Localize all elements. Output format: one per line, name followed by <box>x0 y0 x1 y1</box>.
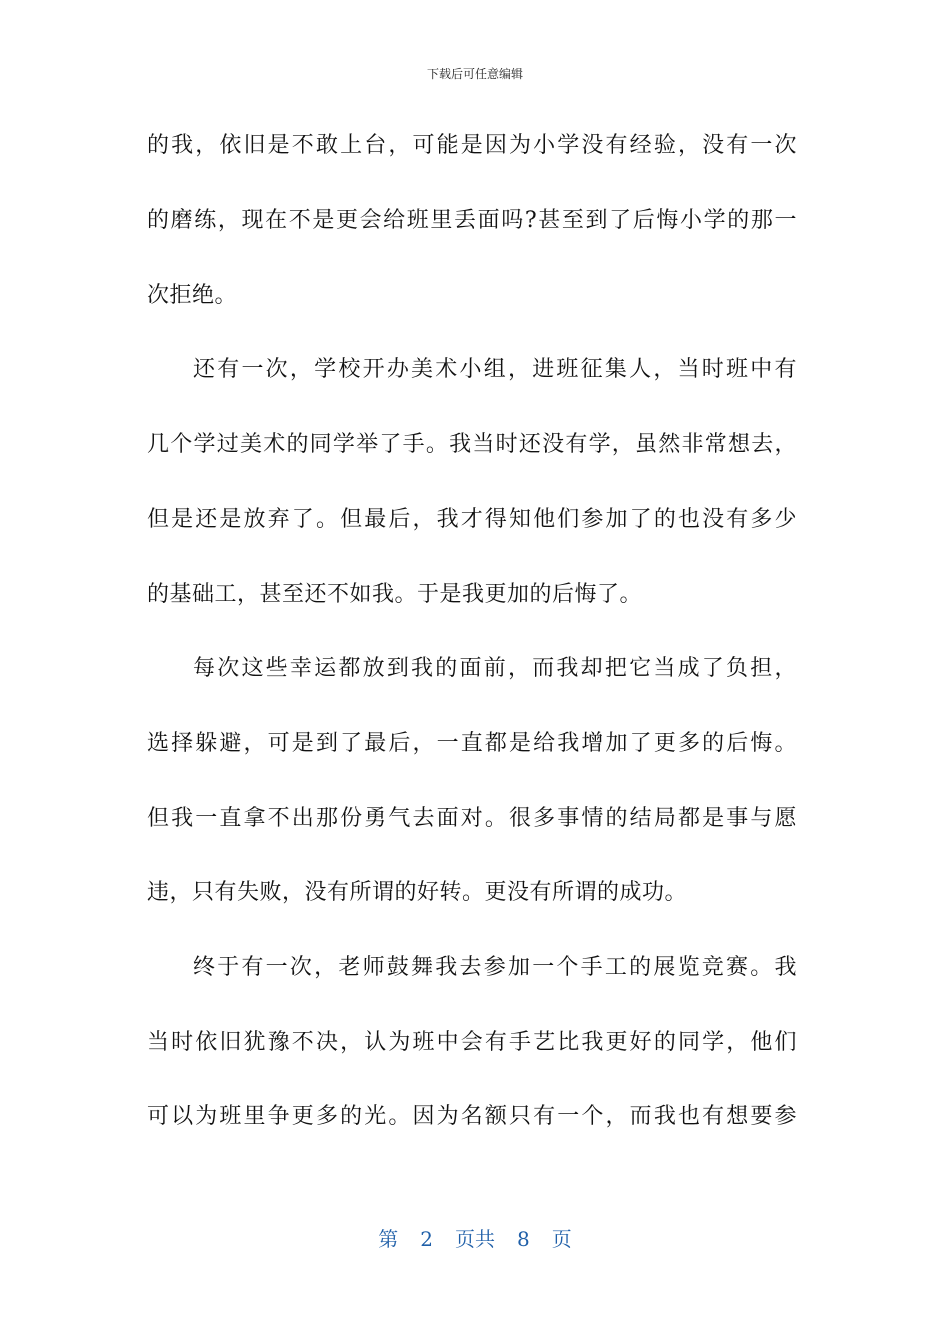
text-line: 的基础工，甚至还不如我。于是我更加的后悔了。 <box>147 582 643 607</box>
text-line: 当时依旧犹豫不决，认为班中会有手艺比我更好的同学，他们 <box>147 1030 797 1055</box>
text-line: 选择躲避，可是到了最后，一直都是给我增加了更多的后悔。 <box>147 731 797 756</box>
text-line: 几个学过美术的同学举了手。我当时还没有学，虽然非常想去， <box>147 432 797 457</box>
text-line: 违，只有失败，没有所谓的好转。更没有所谓的成功。 <box>147 880 688 905</box>
footer-middle: 页共 <box>455 1227 495 1251</box>
text-line: 可以为班里争更多的光。因为名额只有一个，而我也有想要参 <box>147 1104 797 1129</box>
text-line: 次拒绝。 <box>147 283 238 308</box>
text-line: 还有一次，学校开办美术小组，进班征集人，当时班中有 <box>193 357 797 382</box>
text-line: 但我一直拿不出那份勇气去面对。很多事情的结局都是事与愿 <box>147 806 797 831</box>
page-footer <box>0 1226 950 1252</box>
footer-prefix: 第 <box>378 1227 399 1251</box>
page-header: 下载后可任意编辑 <box>426 67 523 81</box>
text-line: 每次这些幸运都放到我的面前，而我却把它当成了负担， <box>193 656 797 681</box>
text-line: 的我，依旧是不敢上台，可能是因为小学没有经验，没有一次 <box>147 133 797 158</box>
total-pages-number: 8 <box>517 1227 530 1251</box>
text-line: 但是还是放弃了。但最后，我才得知他们参加了的也没有多少 <box>147 507 797 532</box>
footer-suffix: 页 <box>551 1227 572 1251</box>
current-page-number: 2 <box>420 1227 433 1251</box>
text-line: 的磨练，现在不是更会给班里丢面吗?甚至到了后悔小学的那一 <box>147 208 797 233</box>
text-line: 终于有一次，老师鼓舞我去参加一个手工的展览竞赛。我 <box>193 955 797 980</box>
